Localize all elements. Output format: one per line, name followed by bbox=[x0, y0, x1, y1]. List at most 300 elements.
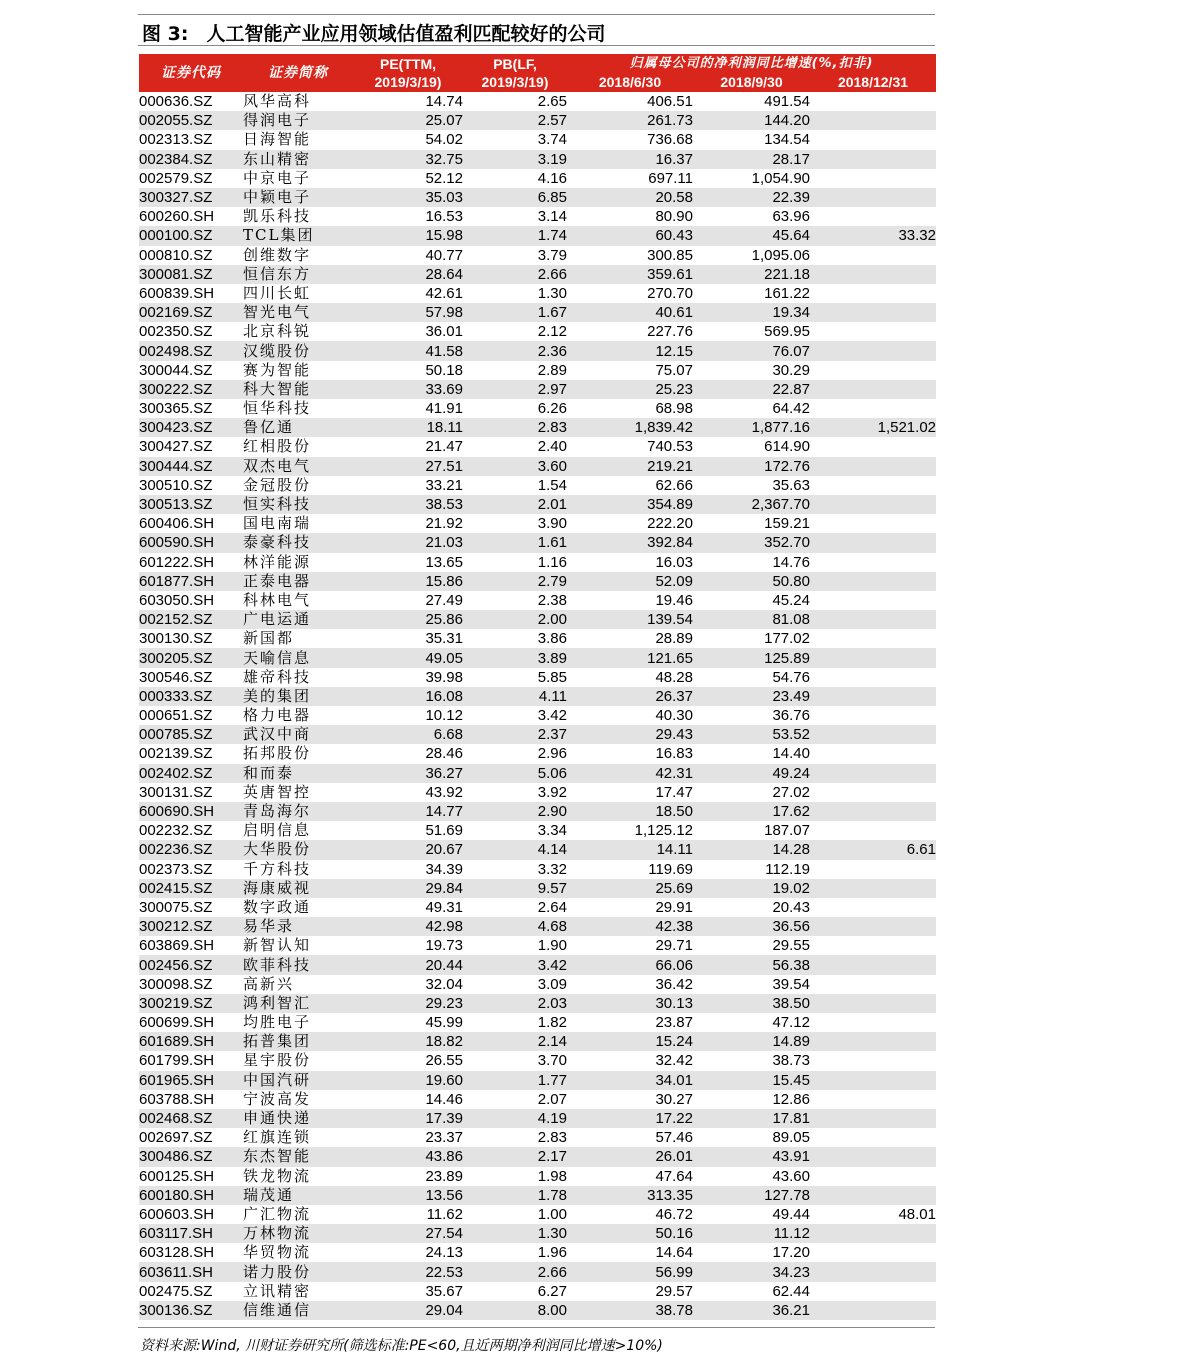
figure-label: 图 3: bbox=[142, 23, 189, 45]
table-row bbox=[139, 188, 936, 207]
cell-name: 双杰电气 bbox=[243, 457, 353, 476]
cell-pe: 33.69 bbox=[353, 380, 463, 399]
figure-title-text: 人工智能产业应用领域估值盈利匹配较好的公司 bbox=[206, 23, 606, 45]
cell-code: 300423.SZ bbox=[139, 418, 243, 437]
table-row bbox=[139, 1090, 936, 1109]
cell-growth-fy: 1,521.02 bbox=[810, 418, 936, 437]
cell-growth-q3: 1,877.16 bbox=[693, 418, 810, 437]
table-row bbox=[139, 1167, 936, 1186]
cell-code: 300219.SZ bbox=[139, 994, 243, 1013]
cell-growth-q3: 39.54 bbox=[693, 975, 810, 994]
cell-growth-q3: 144.20 bbox=[693, 111, 810, 130]
cell-growth-q3: 43.60 bbox=[693, 1167, 810, 1186]
cell-code: 000100.SZ bbox=[139, 226, 243, 245]
cell-code: 601689.SH bbox=[139, 1032, 243, 1051]
cell-growth-fy bbox=[810, 1167, 936, 1186]
table-row bbox=[139, 648, 936, 667]
cell-pe: 54.02 bbox=[353, 130, 463, 149]
cell-pb: 1.16 bbox=[463, 553, 567, 572]
cell-pb: 3.86 bbox=[463, 629, 567, 648]
table-row bbox=[139, 610, 936, 629]
cell-code: 002313.SZ bbox=[139, 130, 243, 149]
cell-pb: 3.92 bbox=[463, 783, 567, 802]
cell-pb: 2.65 bbox=[463, 92, 567, 111]
table-row bbox=[139, 150, 936, 169]
cell-growth-q3: 47.12 bbox=[693, 1013, 810, 1032]
cell-growth-q3: 14.89 bbox=[693, 1032, 810, 1051]
cell-code: 002236.SZ bbox=[139, 840, 243, 859]
cell-growth-q3: 43.91 bbox=[693, 1147, 810, 1166]
cell-pe: 6.68 bbox=[353, 725, 463, 744]
cell-pb: 1.98 bbox=[463, 1167, 567, 1186]
cell-growth-fy bbox=[810, 706, 936, 725]
cell-code: 300444.SZ bbox=[139, 457, 243, 476]
cell-growth-fy bbox=[810, 1051, 936, 1070]
table-row bbox=[139, 111, 936, 130]
cell-growth-q3: 19.02 bbox=[693, 879, 810, 898]
table-row bbox=[139, 860, 936, 879]
cell-pb: 1.78 bbox=[463, 1186, 567, 1205]
cell-code: 300222.SZ bbox=[139, 380, 243, 399]
cell-pe: 18.82 bbox=[353, 1032, 463, 1051]
cell-pe: 28.46 bbox=[353, 744, 463, 763]
cell-growth-q3: 14.28 bbox=[693, 840, 810, 859]
cell-growth-fy bbox=[810, 1282, 936, 1301]
cell-name: 格力电器 bbox=[243, 706, 353, 725]
cell-growth-h1: 36.42 bbox=[567, 975, 693, 994]
cell-pe: 21.92 bbox=[353, 514, 463, 533]
cell-code: 000785.SZ bbox=[139, 725, 243, 744]
cell-pe: 28.64 bbox=[353, 265, 463, 284]
cell-pe: 49.31 bbox=[353, 898, 463, 917]
table-row bbox=[139, 457, 936, 476]
cell-growth-h1: 300.85 bbox=[567, 246, 693, 265]
cell-growth-q3: 81.08 bbox=[693, 610, 810, 629]
header-pe-line1: PE(TTM, bbox=[380, 56, 436, 72]
cell-code: 600839.SH bbox=[139, 284, 243, 303]
cell-growth-q3: 2,367.70 bbox=[693, 495, 810, 514]
cell-pe: 33.21 bbox=[353, 476, 463, 495]
cell-growth-h1: 38.78 bbox=[567, 1301, 693, 1320]
cell-growth-fy bbox=[810, 629, 936, 648]
cell-pb: 2.00 bbox=[463, 610, 567, 629]
header-date-1: 2018/6/30 bbox=[598, 74, 662, 90]
cell-name: 均胜电子 bbox=[243, 1013, 353, 1032]
cell-growth-q3: 36.76 bbox=[693, 706, 810, 725]
table-row bbox=[139, 207, 936, 226]
cell-pe: 14.46 bbox=[353, 1090, 463, 1109]
cell-name: 汉缆股份 bbox=[243, 341, 353, 360]
cell-code: 000651.SZ bbox=[139, 706, 243, 725]
cell-name: 瑞茂通 bbox=[243, 1186, 353, 1205]
cell-growth-fy bbox=[810, 322, 936, 341]
cell-code: 603788.SH bbox=[139, 1090, 243, 1109]
cell-name: 广汇物流 bbox=[243, 1205, 353, 1224]
cell-pb: 3.60 bbox=[463, 457, 567, 476]
table-row bbox=[139, 399, 936, 418]
table-row bbox=[139, 1071, 936, 1090]
cell-name: 易华录 bbox=[243, 917, 353, 936]
cell-pe: 13.65 bbox=[353, 553, 463, 572]
cell-growth-fy bbox=[810, 1301, 936, 1320]
cell-pb: 1.82 bbox=[463, 1013, 567, 1032]
cell-code: 002350.SZ bbox=[139, 322, 243, 341]
table-row bbox=[139, 744, 936, 763]
cell-code: 603050.SH bbox=[139, 591, 243, 610]
cell-code: 300098.SZ bbox=[139, 975, 243, 994]
cell-growth-q3: 1,054.90 bbox=[693, 169, 810, 188]
cell-growth-h1: 222.20 bbox=[567, 514, 693, 533]
cell-growth-q3: 20.43 bbox=[693, 898, 810, 917]
cell-growth-q3: 53.52 bbox=[693, 725, 810, 744]
cell-growth-fy bbox=[810, 1032, 936, 1051]
cell-name: 金冠股份 bbox=[243, 476, 353, 495]
table-row bbox=[139, 1128, 936, 1147]
cell-code: 300486.SZ bbox=[139, 1147, 243, 1166]
cell-name: TCL集团 bbox=[243, 226, 353, 245]
cell-code: 000333.SZ bbox=[139, 687, 243, 706]
cell-code: 300130.SZ bbox=[139, 629, 243, 648]
cell-growth-h1: 121.65 bbox=[567, 648, 693, 667]
cell-growth-h1: 47.64 bbox=[567, 1167, 693, 1186]
cell-growth-h1: 26.37 bbox=[567, 687, 693, 706]
cell-growth-fy bbox=[810, 610, 936, 629]
cell-growth-q3: 17.62 bbox=[693, 802, 810, 821]
cell-pb: 5.85 bbox=[463, 668, 567, 687]
table-row bbox=[139, 1013, 936, 1032]
cell-name: 东山精密 bbox=[243, 150, 353, 169]
cell-code: 600699.SH bbox=[139, 1013, 243, 1032]
cell-pe: 38.53 bbox=[353, 495, 463, 514]
cell-growth-q3: 63.96 bbox=[693, 207, 810, 226]
cell-pe: 22.53 bbox=[353, 1262, 463, 1281]
cell-growth-fy bbox=[810, 265, 936, 284]
table-row bbox=[139, 322, 936, 341]
cell-name: 创维数字 bbox=[243, 246, 353, 265]
cell-growth-fy bbox=[810, 764, 936, 783]
table-row bbox=[139, 572, 936, 591]
cell-name: 拓邦股份 bbox=[243, 744, 353, 763]
cell-name: 科林电气 bbox=[243, 591, 353, 610]
cell-code: 603117.SH bbox=[139, 1224, 243, 1243]
cell-growth-fy bbox=[810, 668, 936, 687]
cell-pe: 19.73 bbox=[353, 936, 463, 955]
cell-pe: 15.98 bbox=[353, 226, 463, 245]
cell-pe: 13.56 bbox=[353, 1186, 463, 1205]
table-row bbox=[139, 341, 936, 360]
table-row bbox=[139, 1262, 936, 1281]
cell-growth-q3: 569.95 bbox=[693, 322, 810, 341]
cell-pb: 3.32 bbox=[463, 860, 567, 879]
cell-growth-q3: 27.02 bbox=[693, 783, 810, 802]
cell-pe: 43.92 bbox=[353, 783, 463, 802]
cell-name: 天喻信息 bbox=[243, 648, 353, 667]
cell-growth-q3: 29.55 bbox=[693, 936, 810, 955]
cell-pb: 2.97 bbox=[463, 380, 567, 399]
table-row bbox=[139, 1051, 936, 1070]
cell-name: 欧菲科技 bbox=[243, 955, 353, 974]
cell-pb: 2.66 bbox=[463, 265, 567, 284]
cell-pb: 8.00 bbox=[463, 1301, 567, 1320]
cell-growth-q3: 89.05 bbox=[693, 1128, 810, 1147]
cell-pe: 36.27 bbox=[353, 764, 463, 783]
table-row bbox=[139, 1301, 936, 1320]
cell-growth-h1: 16.03 bbox=[567, 553, 693, 572]
cell-growth-fy bbox=[810, 975, 936, 994]
cell-name: 雄帝科技 bbox=[243, 668, 353, 687]
cell-growth-fy bbox=[810, 994, 936, 1013]
cell-growth-fy bbox=[810, 1071, 936, 1090]
cell-name: 高新兴 bbox=[243, 975, 353, 994]
cell-growth-fy bbox=[810, 361, 936, 380]
cell-name: 星宇股份 bbox=[243, 1051, 353, 1070]
cell-growth-h1: 119.69 bbox=[567, 860, 693, 879]
cell-growth-h1: 75.07 bbox=[567, 361, 693, 380]
table-row bbox=[139, 1186, 936, 1205]
cell-code: 300205.SZ bbox=[139, 648, 243, 667]
cell-name: 恒信东方 bbox=[243, 265, 353, 284]
cell-growth-q3: 28.17 bbox=[693, 150, 810, 169]
cell-growth-h1: 392.84 bbox=[567, 533, 693, 552]
cell-growth-h1: 14.64 bbox=[567, 1243, 693, 1262]
cell-growth-fy bbox=[810, 380, 936, 399]
cell-growth-q3: 11.12 bbox=[693, 1224, 810, 1243]
cell-growth-fy bbox=[810, 476, 936, 495]
cell-pe: 14.77 bbox=[353, 802, 463, 821]
cell-pe: 26.55 bbox=[353, 1051, 463, 1070]
cell-growth-q3: 50.80 bbox=[693, 572, 810, 591]
cell-pb: 2.64 bbox=[463, 898, 567, 917]
cell-pb: 4.68 bbox=[463, 917, 567, 936]
cell-code: 002402.SZ bbox=[139, 764, 243, 783]
cell-code: 002384.SZ bbox=[139, 150, 243, 169]
cell-growth-q3: 22.87 bbox=[693, 380, 810, 399]
cell-code: 603869.SH bbox=[139, 936, 243, 955]
cell-pe: 25.86 bbox=[353, 610, 463, 629]
cell-pb: 2.07 bbox=[463, 1090, 567, 1109]
cell-pb: 2.96 bbox=[463, 744, 567, 763]
cell-code: 300365.SZ bbox=[139, 399, 243, 418]
cell-growth-h1: 57.46 bbox=[567, 1128, 693, 1147]
cell-pb: 6.27 bbox=[463, 1282, 567, 1301]
cell-growth-q3: 23.49 bbox=[693, 687, 810, 706]
cell-pe: 29.23 bbox=[353, 994, 463, 1013]
cell-growth-fy bbox=[810, 860, 936, 879]
cell-name: 立讯精密 bbox=[243, 1282, 353, 1301]
cell-code: 002373.SZ bbox=[139, 860, 243, 879]
cell-pe: 50.18 bbox=[353, 361, 463, 380]
cell-growth-q3: 45.64 bbox=[693, 226, 810, 245]
cell-name: 申通快递 bbox=[243, 1109, 353, 1128]
cell-growth-h1: 40.61 bbox=[567, 303, 693, 322]
cell-growth-fy bbox=[810, 591, 936, 610]
cell-code: 000636.SZ bbox=[139, 92, 243, 111]
cell-pb: 5.06 bbox=[463, 764, 567, 783]
cell-code: 002055.SZ bbox=[139, 111, 243, 130]
cell-code: 300427.SZ bbox=[139, 437, 243, 456]
table-row bbox=[139, 476, 936, 495]
cell-name: 正泰电器 bbox=[243, 572, 353, 591]
cell-growth-h1: 26.01 bbox=[567, 1147, 693, 1166]
cell-growth-fy bbox=[810, 1224, 936, 1243]
cell-pb: 2.83 bbox=[463, 1128, 567, 1147]
cell-pe: 20.44 bbox=[353, 955, 463, 974]
cell-growth-fy bbox=[810, 783, 936, 802]
cell-code: 000810.SZ bbox=[139, 246, 243, 265]
cell-pb: 1.30 bbox=[463, 1224, 567, 1243]
header-pe-line2: 2019/3/19) bbox=[374, 74, 442, 90]
cell-pe: 45.99 bbox=[353, 1013, 463, 1032]
header-code: 证券代码 bbox=[139, 54, 243, 92]
cell-growth-q3: 36.21 bbox=[693, 1301, 810, 1320]
cell-code: 300327.SZ bbox=[139, 188, 243, 207]
cell-code: 601222.SH bbox=[139, 553, 243, 572]
cell-pe: 41.58 bbox=[353, 341, 463, 360]
cell-pe: 25.07 bbox=[353, 111, 463, 130]
cell-pb: 1.30 bbox=[463, 284, 567, 303]
cell-growth-h1: 25.69 bbox=[567, 879, 693, 898]
cell-growth-fy bbox=[810, 399, 936, 418]
cell-growth-q3: 38.50 bbox=[693, 994, 810, 1013]
cell-growth-h1: 29.57 bbox=[567, 1282, 693, 1301]
cell-pe: 49.05 bbox=[353, 648, 463, 667]
cell-code: 002475.SZ bbox=[139, 1282, 243, 1301]
cell-pb: 2.90 bbox=[463, 802, 567, 821]
cell-code: 002456.SZ bbox=[139, 955, 243, 974]
header-dates bbox=[567, 73, 936, 91]
cell-growth-h1: 16.83 bbox=[567, 744, 693, 763]
table-row bbox=[139, 955, 936, 974]
header-name: 证券简称 bbox=[243, 54, 353, 92]
cell-pb: 2.89 bbox=[463, 361, 567, 380]
cell-growth-fy bbox=[810, 341, 936, 360]
table-row bbox=[139, 975, 936, 994]
cell-name: 中京电子 bbox=[243, 169, 353, 188]
cell-growth-h1: 52.09 bbox=[567, 572, 693, 591]
cell-growth-fy bbox=[810, 821, 936, 840]
cell-growth-q3: 187.07 bbox=[693, 821, 810, 840]
cell-pe: 20.67 bbox=[353, 840, 463, 859]
cell-code: 600603.SH bbox=[139, 1205, 243, 1224]
cell-pb: 1.77 bbox=[463, 1071, 567, 1090]
cell-pb: 1.67 bbox=[463, 303, 567, 322]
cell-pb: 4.16 bbox=[463, 169, 567, 188]
cell-pb: 3.89 bbox=[463, 648, 567, 667]
cell-code: 300075.SZ bbox=[139, 898, 243, 917]
cell-name: 林洋能源 bbox=[243, 553, 353, 572]
cell-growth-fy bbox=[810, 936, 936, 955]
cell-growth-h1: 19.46 bbox=[567, 591, 693, 610]
cell-growth-h1: 740.53 bbox=[567, 437, 693, 456]
cell-pb: 2.17 bbox=[463, 1147, 567, 1166]
cell-pe: 21.03 bbox=[353, 533, 463, 552]
cell-growth-fy: 33.32 bbox=[810, 226, 936, 245]
table-row bbox=[139, 265, 936, 284]
cell-code: 002579.SZ bbox=[139, 169, 243, 188]
cell-growth-fy bbox=[810, 1186, 936, 1205]
cell-growth-h1: 30.27 bbox=[567, 1090, 693, 1109]
cell-growth-q3: 34.23 bbox=[693, 1262, 810, 1281]
cell-pe: 35.03 bbox=[353, 188, 463, 207]
cell-name: 鸿利智汇 bbox=[243, 994, 353, 1013]
table-row bbox=[139, 246, 936, 265]
cell-pb: 3.14 bbox=[463, 207, 567, 226]
table-row bbox=[139, 1205, 936, 1224]
cell-name: 赛为智能 bbox=[243, 361, 353, 380]
cell-growth-h1: 15.24 bbox=[567, 1032, 693, 1051]
header-pb bbox=[463, 54, 567, 92]
cell-growth-q3: 49.24 bbox=[693, 764, 810, 783]
cell-code: 300136.SZ bbox=[139, 1301, 243, 1320]
cell-pe: 10.12 bbox=[353, 706, 463, 725]
cell-pb: 4.19 bbox=[463, 1109, 567, 1128]
table-row bbox=[139, 725, 936, 744]
cell-growth-h1: 46.72 bbox=[567, 1205, 693, 1224]
cell-code: 600260.SH bbox=[139, 207, 243, 226]
cell-pb: 1.00 bbox=[463, 1205, 567, 1224]
cell-growth-q3: 35.63 bbox=[693, 476, 810, 495]
cell-pe: 42.98 bbox=[353, 917, 463, 936]
cell-code: 300131.SZ bbox=[139, 783, 243, 802]
cell-name: 恒华科技 bbox=[243, 399, 353, 418]
cell-pb: 4.11 bbox=[463, 687, 567, 706]
figure-title bbox=[142, 19, 605, 46]
table-row bbox=[139, 418, 936, 437]
cell-growth-h1: 354.89 bbox=[567, 495, 693, 514]
cell-pe: 57.98 bbox=[353, 303, 463, 322]
cell-pb: 2.40 bbox=[463, 437, 567, 456]
cell-growth-h1: 23.87 bbox=[567, 1013, 693, 1032]
cell-growth-q3: 36.56 bbox=[693, 917, 810, 936]
cell-growth-h1: 42.38 bbox=[567, 917, 693, 936]
table-row bbox=[139, 994, 936, 1013]
table-row bbox=[139, 380, 936, 399]
cell-growth-fy bbox=[810, 437, 936, 456]
cell-growth-h1: 697.11 bbox=[567, 169, 693, 188]
cell-name: 武汉中商 bbox=[243, 725, 353, 744]
cell-growth-fy bbox=[810, 687, 936, 706]
cell-name: 北京科锐 bbox=[243, 322, 353, 341]
table-row bbox=[139, 1032, 936, 1051]
cell-pe: 17.39 bbox=[353, 1109, 463, 1128]
cell-code: 002139.SZ bbox=[139, 744, 243, 763]
cell-growth-q3: 125.89 bbox=[693, 648, 810, 667]
cell-growth-fy bbox=[810, 188, 936, 207]
cell-growth-h1: 313.35 bbox=[567, 1186, 693, 1205]
cell-growth-fy bbox=[810, 514, 936, 533]
cell-growth-q3: 161.22 bbox=[693, 284, 810, 303]
cell-name: 广电运通 bbox=[243, 610, 353, 629]
cell-growth-h1: 80.90 bbox=[567, 207, 693, 226]
cell-code: 601799.SH bbox=[139, 1051, 243, 1070]
figure-title-bar bbox=[138, 14, 935, 46]
cell-growth-h1: 29.43 bbox=[567, 725, 693, 744]
cell-growth-fy bbox=[810, 725, 936, 744]
cell-code: 600690.SH bbox=[139, 802, 243, 821]
cell-code: 300044.SZ bbox=[139, 361, 243, 380]
table-row bbox=[139, 1243, 936, 1262]
cell-code: 300513.SZ bbox=[139, 495, 243, 514]
cell-pe: 27.51 bbox=[353, 457, 463, 476]
cell-growth-h1: 32.42 bbox=[567, 1051, 693, 1070]
cell-code: 002415.SZ bbox=[139, 879, 243, 898]
cell-code: 601965.SH bbox=[139, 1071, 243, 1090]
cell-pe: 40.77 bbox=[353, 246, 463, 265]
footer-divider bbox=[138, 1327, 935, 1328]
cell-growth-fy bbox=[810, 92, 936, 111]
cell-pb: 3.19 bbox=[463, 150, 567, 169]
table-row bbox=[139, 1147, 936, 1166]
